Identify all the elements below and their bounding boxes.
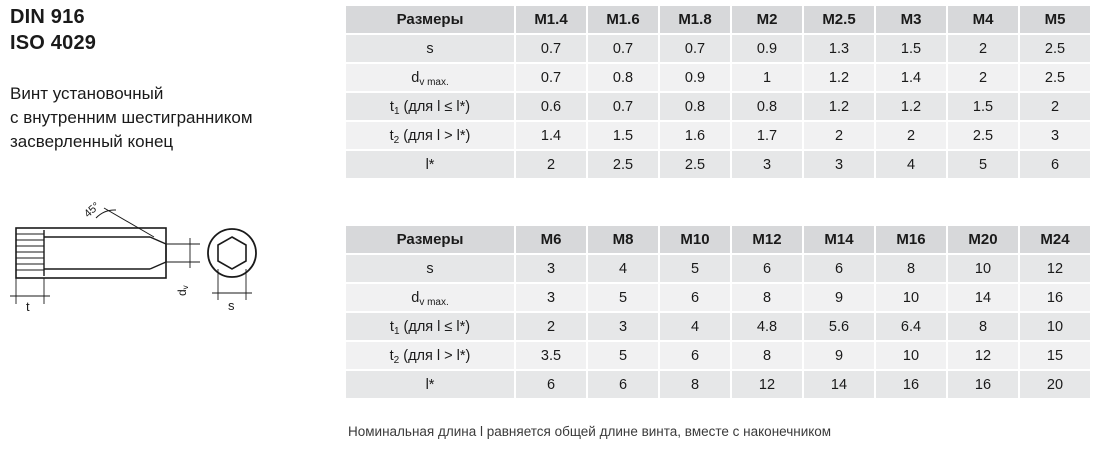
table-cell: 6 [587, 370, 659, 399]
table-cell: 6 [515, 370, 587, 399]
table-cell: 2.5 [1019, 34, 1091, 63]
standard-info-block [10, 4, 340, 154]
table-cell: 14 [803, 370, 875, 399]
table-cell: 10 [875, 341, 947, 370]
table-cell: 1.2 [803, 63, 875, 92]
table-row [345, 341, 1091, 370]
table-cell: 1.2 [875, 92, 947, 121]
table-cell: 6 [659, 283, 731, 312]
table-header-cell: M1.6 [587, 5, 659, 34]
row-label: l* [345, 370, 515, 399]
table-1 [344, 4, 1092, 180]
table-cell: 16 [947, 370, 1019, 399]
table-cell: 8 [875, 254, 947, 283]
table-cell: 3 [1019, 121, 1091, 150]
table-cell: 8 [659, 370, 731, 399]
table-cell: 0.8 [731, 92, 803, 121]
table-cell: 16 [1019, 283, 1091, 312]
table-header-cell: Размеры [345, 5, 515, 34]
standard-din: DIN 916 [10, 6, 85, 28]
table-cell: 2 [947, 34, 1019, 63]
screw-technical-drawing [4, 196, 340, 316]
table-cell: 12 [731, 370, 803, 399]
table-cell: 4 [875, 150, 947, 179]
table-cell: 10 [875, 283, 947, 312]
t-dimension-label: t [26, 299, 30, 314]
table-cell: 3 [803, 150, 875, 179]
table-cell: 4 [659, 312, 731, 341]
table-cell: 3.5 [515, 341, 587, 370]
table-cell: 4 [587, 254, 659, 283]
table-cell: 1.4 [515, 121, 587, 150]
table-cell: 0.7 [659, 34, 731, 63]
description-line-3: засверленный конец [10, 132, 174, 151]
table-cell: 5 [659, 254, 731, 283]
table-cell: 3 [587, 312, 659, 341]
table-header-cell: M8 [587, 225, 659, 254]
dimensions-table-large-sizes [344, 224, 1092, 400]
dimensions-table-small-sizes [344, 4, 1092, 180]
table-cell: 1.5 [947, 92, 1019, 121]
table-cell: 12 [1019, 254, 1091, 283]
table-cell: 8 [731, 341, 803, 370]
s-dimension-label: s [228, 298, 235, 313]
table-cell: 1.7 [731, 121, 803, 150]
table-cell: 3 [515, 254, 587, 283]
row-label: l* [345, 150, 515, 179]
table-header-cell: M1.4 [515, 5, 587, 34]
table-cell: 1.5 [587, 121, 659, 150]
table-row [345, 254, 1091, 283]
table-cell: 2 [803, 121, 875, 150]
standard-title [10, 4, 340, 56]
dv-dimension-label: dv [175, 285, 190, 296]
table-cell: 10 [1019, 312, 1091, 341]
table-row [345, 225, 1091, 254]
row-label: $d_{v max.}$ [345, 283, 515, 312]
table-header-cell: M2 [731, 5, 803, 34]
table-cell: 2.5 [1019, 63, 1091, 92]
table-cell: 1 [731, 63, 803, 92]
table-cell: 2.5 [587, 150, 659, 179]
table-cell: 2.5 [947, 121, 1019, 150]
table-header-cell: M20 [947, 225, 1019, 254]
row-label: $t_1$ (для l ≤ l*) [345, 312, 515, 341]
table-header-cell: M4 [947, 5, 1019, 34]
table-cell: 9 [803, 341, 875, 370]
table-cell: 1.3 [803, 34, 875, 63]
table-cell: 4.8 [731, 312, 803, 341]
row-label: s [345, 254, 515, 283]
table-row [345, 283, 1091, 312]
table-cell: 3 [731, 150, 803, 179]
table-header-cell: M3 [875, 5, 947, 34]
table-header-cell: M12 [731, 225, 803, 254]
table-cell: 0.9 [731, 34, 803, 63]
table-row [345, 34, 1091, 63]
table-cell: 2 [515, 150, 587, 179]
table-header-cell: M1.8 [659, 5, 731, 34]
table-cell: 6.4 [875, 312, 947, 341]
description-line-1: Винт установочный [10, 84, 164, 103]
table-cell: 2 [875, 121, 947, 150]
table-row [345, 121, 1091, 150]
angle-label: 45° [81, 200, 103, 221]
table-cell: 1.6 [659, 121, 731, 150]
table-row [345, 370, 1091, 399]
table-cell: 2.5 [659, 150, 731, 179]
table-cell: 1.5 [875, 34, 947, 63]
table-cell: 8 [947, 312, 1019, 341]
table-cell: 15 [1019, 341, 1091, 370]
table-cell: 5 [587, 283, 659, 312]
table-row [345, 5, 1091, 34]
table-cell: 2 [947, 63, 1019, 92]
row-label: $d_{v max.}$ [345, 63, 515, 92]
table-2 [344, 224, 1092, 400]
table-cell: 1.4 [875, 63, 947, 92]
table-cell: 5.6 [803, 312, 875, 341]
table-header-cell: Размеры [345, 225, 515, 254]
table-header-cell: M10 [659, 225, 731, 254]
description-line-2: с внутренним шестигранником [10, 108, 253, 127]
table-row [345, 92, 1091, 121]
table-cell: 6 [803, 254, 875, 283]
table-cell: 6 [659, 341, 731, 370]
table-header-cell: M24 [1019, 225, 1091, 254]
table-cell: 6 [1019, 150, 1091, 179]
table-cell: 0.7 [587, 34, 659, 63]
table-cell: 0.8 [659, 92, 731, 121]
table-cell: 0.6 [515, 92, 587, 121]
product-description [10, 82, 340, 154]
table-cell: 16 [875, 370, 947, 399]
row-label: $t_2$ (для l > l*) [345, 341, 515, 370]
table-cell: 2 [515, 312, 587, 341]
table-cell: 5 [947, 150, 1019, 179]
table-cell: 10 [947, 254, 1019, 283]
table-cell: 0.7 [515, 63, 587, 92]
table-header-cell: M16 [875, 225, 947, 254]
table-header-cell: M2.5 [803, 5, 875, 34]
table-cell: 0.8 [587, 63, 659, 92]
table-cell: 9 [803, 283, 875, 312]
table-row [345, 150, 1091, 179]
table-cell: 5 [587, 341, 659, 370]
table-cell: 0.7 [587, 92, 659, 121]
standard-iso: ISO 4029 [10, 32, 97, 54]
table-cell: 8 [731, 283, 803, 312]
row-label: s [345, 34, 515, 63]
table-row [345, 312, 1091, 341]
table-header-cell: M6 [515, 225, 587, 254]
table-cell: 2 [1019, 92, 1091, 121]
table-cell: 1.2 [803, 92, 875, 121]
length-footnote: Номинальная длина l равняется общей длине винта, вместе с наконечником [348, 424, 832, 439]
table-cell: 6 [731, 254, 803, 283]
table-cell: 3 [515, 283, 587, 312]
table-cell: 0.9 [659, 63, 731, 92]
table-cell: 14 [947, 283, 1019, 312]
table-cell: 0.7 [515, 34, 587, 63]
row-label: $t_1$ (для l ≤ l*) [345, 92, 515, 121]
table-header-cell: M5 [1019, 5, 1091, 34]
row-label: $t_2$ (для l > l*) [345, 121, 515, 150]
table-header-cell: M14 [803, 225, 875, 254]
table-cell: 20 [1019, 370, 1091, 399]
table-cell: 12 [947, 341, 1019, 370]
table-row [345, 63, 1091, 92]
